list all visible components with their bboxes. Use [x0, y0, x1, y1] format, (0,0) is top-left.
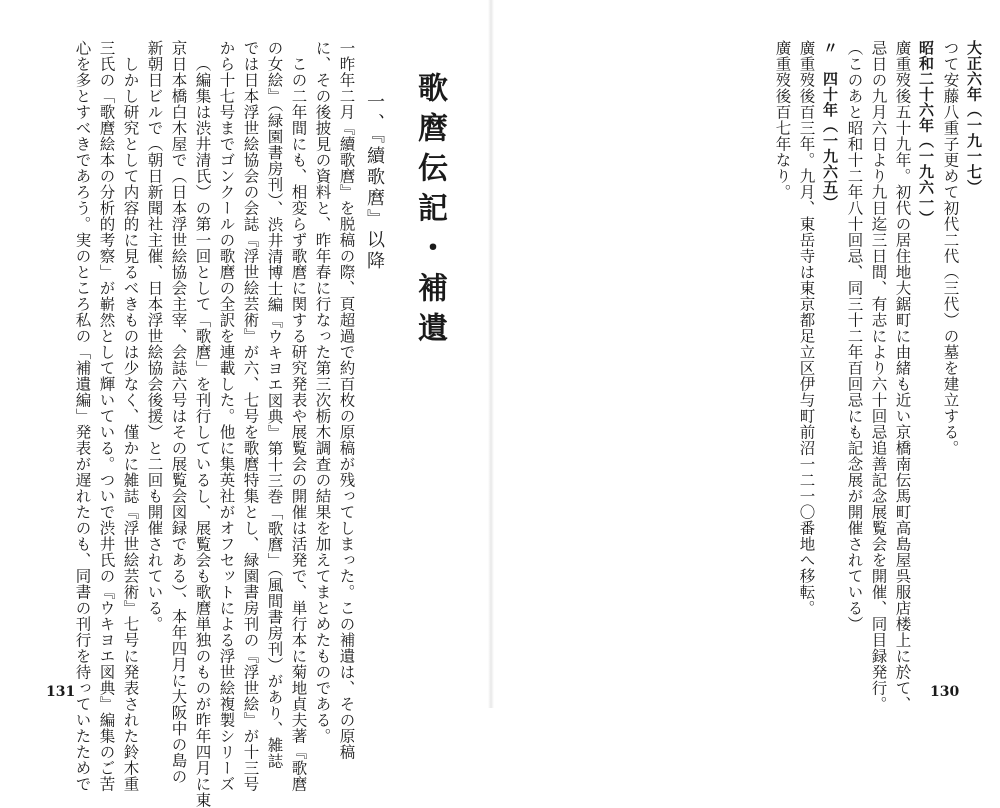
- body-text-column: から十七号までゴンクールの歌麿の全訳を連載した。他に集英社がオフセットによる浮世絵複製シリーズ: [217, 40, 236, 792]
- chronology-date: 大正六年（一九一七）: [965, 40, 983, 195]
- page-number-left: 131: [46, 684, 76, 700]
- chronology-text-column: 廣重歿後五十九年。初代の居住地大鋸町に由緒も近い京橋南伝馬町高島屋呉服店楼上に於て、: [893, 40, 912, 712]
- body-text-column: しかし研究として内容的に見るべきものは少なく、僅かに雑誌『浮世絵芸術』七号に発表された鈴木重: [121, 56, 140, 792]
- chronology-text-column: （このあと昭和十二年八十回忌、同三十二年百回忌にも記念展が開催されている）: [845, 40, 864, 632]
- page-number-right: 130: [930, 684, 960, 700]
- chronology-text-column: 廣重歿後百七年なり。: [773, 40, 792, 200]
- chronology-text-column: 忌日の九月六日より九日迄三日間、有志により六十回忌追善記念展覧会を開催、同目録発行。: [869, 40, 888, 712]
- chronology-text-column: 廣重歿後百三年。九月、東岳寺は東京都足立区伊与町前沼一二一〇番地へ移転。: [797, 40, 816, 616]
- body-text-column: 一昨年二月『續歌麿』を脱稿の際、頁超過で約百枚の原稿が残ってしまった。この補遺は、その原稿: [337, 40, 356, 760]
- body-text-column: に、その後披見の資料と、昨年春に行なった第三次栃木調査の結果を加えてまとめたものである。: [313, 40, 332, 744]
- body-text-column: この二年間にも、相変らず歌麿に関する研究発表や展覧会の開催は活発で、単行本に菊地貞夫著『歌麿: [289, 56, 308, 792]
- body-text-column: では日本浮世絵協会の会誌『浮世絵芸術』が六、七号を歌麿特集とし、緑園書房刊の『浮世絵』が十三号: [241, 40, 260, 792]
- body-text-column: の女絵』（緑園書房刊）、渋井清博士編『ウキヨエ図典』第十三巻「歌麿」（風間書房刊）があり、雑誌: [265, 40, 284, 769]
- right-page: [490, 0, 1000, 712]
- body-text-column: 新朝日ビルで（朝日新聞社主催、日本浮世絵協会後援）と二回も開催されている。: [145, 40, 164, 632]
- page-title: 歌麿伝記・補遺: [412, 72, 447, 352]
- section-heading: 一、『續歌麿』以降: [364, 92, 385, 272]
- chronology-date: 〃 四十年（一九六五）: [821, 40, 839, 211]
- body-text-column: （編集は渋井清氏）の第一回として「歌麿」を刊行しているし、展覧会も歌麿単独のものが昨年四月に東: [193, 56, 212, 808]
- chronology-text-column: つて安藤八重子更めて初代二代（三代）の墓を建立する。: [941, 40, 960, 456]
- left-page: [0, 0, 490, 808]
- body-text-column: 心を多とすべきであろう。実のところ私の「補遺編」発表が遅れたのも、同書の刊行を待っていたためで: [73, 40, 92, 792]
- body-text-column: 京日本橋白木屋で（日本浮世絵協会主宰、会誌六号はその展覧会図録である）、本年四月に大阪中の島の: [169, 40, 188, 785]
- chronology-date: 昭和二十六年（一九六一）: [917, 40, 935, 226]
- body-text-column: 三氏の「歌麿絵本の分析的考察」が嶄然として輝いている。ついで渋井氏の『ウキヨエ図典』編集のご苦: [97, 40, 116, 792]
